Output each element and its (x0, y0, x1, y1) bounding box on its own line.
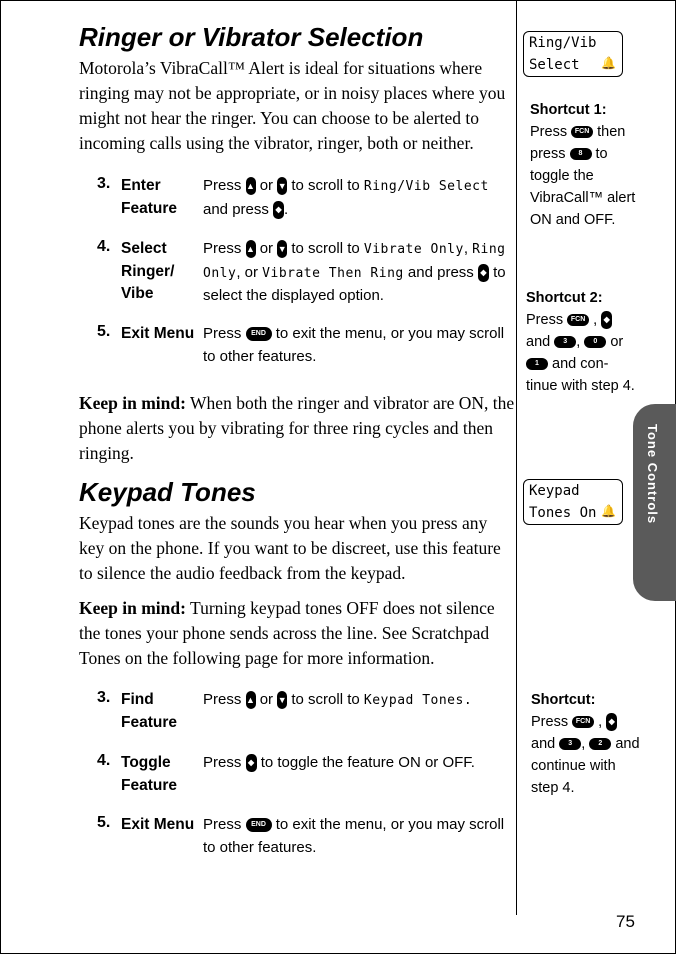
section-tab (633, 404, 676, 601)
step-text (203, 752, 508, 775)
display-text: Ring/Vib Select (363, 179, 489, 194)
bell-icon: 🔔 (601, 56, 616, 70)
lcd-display-ringvib (523, 31, 623, 77)
end-key-icon: END (246, 818, 272, 832)
step-label: Exit Menu (121, 325, 195, 342)
step-label: Enter Feature (121, 177, 177, 217)
text: Press (203, 177, 242, 194)
shortcut-title: Shortcut: (531, 692, 596, 708)
step-text (203, 689, 508, 713)
text: and (526, 334, 551, 350)
text: Press (203, 816, 242, 833)
text: and con- tinue with step 4. (526, 356, 635, 394)
fcn-key-icon: FCN (571, 126, 593, 138)
text: , or (236, 263, 258, 281)
key-3-icon: 3 (554, 336, 576, 348)
text: to exit the menu, or you may scroll to other features. (203, 816, 505, 856)
menu-key-icon: ◆ (246, 754, 257, 772)
step-number: 4. (97, 238, 111, 255)
bell-icon: 🔔 (601, 504, 616, 518)
down-key-icon: ▼ (277, 691, 287, 709)
fcn-key-icon: FCN (567, 314, 589, 326)
lcd-line-1: Ring/Vib (529, 35, 597, 51)
section-title-keypad: Keypad Tones (79, 477, 256, 507)
lcd-line-2: Tones On (529, 505, 597, 521)
text: Press (203, 240, 242, 257)
menu-key-icon: ◆ (606, 713, 617, 731)
step-text: Press ▲ or ▼ to scroll to Vibrate Only, Ring Only, or Vibrate Then Ring and press ◆ to select the displayed option. (203, 240, 506, 304)
page-number: 75 (616, 912, 635, 931)
text: or (610, 334, 624, 350)
text: to toggle the VibraCall™ alert ON and OFF. (530, 146, 636, 228)
step-label: Toggle Feature (121, 754, 177, 794)
lcd-display-keypad (523, 479, 623, 525)
keep-label: Keep in mind: (79, 598, 186, 618)
display-text: Keypad Tones. (363, 693, 473, 708)
text: Press (203, 754, 242, 771)
text: Press (526, 312, 564, 328)
text: then press (530, 124, 626, 162)
text: and press (407, 263, 474, 281)
text: Press (531, 714, 569, 730)
shortcut-title: Shortcut 2: (526, 290, 603, 306)
up-key-icon: ▲ (246, 240, 256, 258)
menu-key-icon: ◆ (273, 201, 284, 219)
text: Press (203, 325, 242, 342)
up-key-icon: ▲ (246, 691, 256, 709)
ringer-keep-in-mind (79, 391, 519, 466)
step-number: 3. (97, 175, 111, 192)
text: to scroll to (291, 240, 360, 257)
keep-label: Keep in mind: (79, 393, 186, 413)
down-key-icon: ▼ (277, 240, 287, 258)
step-label: Exit Menu (121, 816, 195, 833)
text: Press (203, 691, 242, 708)
text: and (531, 736, 556, 752)
section-tab-label: Tone Controls (645, 424, 660, 525)
step-number: 4. (97, 752, 111, 769)
shortcut-title: Shortcut 1: (530, 102, 607, 118)
keep-text: When both the ringer and vibrator are ON, the phone alerts you by vibrating for three ring cycles and then ringing. (79, 393, 515, 463)
step-text (203, 323, 508, 368)
section-title-ringer: Ringer or Vibrator Selection (79, 22, 424, 52)
key-0-icon: 0 (584, 336, 606, 348)
lcd-line-1: Keypad (529, 483, 580, 499)
text: and press (203, 200, 269, 218)
step-text (203, 814, 508, 859)
keypad-keep-in-mind (79, 596, 509, 671)
shortcut-3: Shortcut: Press FCN , ◆ and 3 , 2 and continue with step 4. (531, 689, 643, 799)
shortcut-1 (530, 99, 642, 231)
text: to scroll to (291, 691, 360, 708)
key-8-icon: 8 (570, 148, 592, 160)
key-2-icon: 2 (589, 738, 611, 750)
text: to exit the menu, or you may scroll to other features. (203, 325, 505, 365)
text: or (259, 240, 274, 257)
text: and continue with step 4. (531, 736, 640, 796)
ringer-intro: Motorola’s VibraCall™ Alert is ideal for situations where ringing may not be appropriate, or in noisy places where you might not hear the ringer. You can choose to be alerted to incoming calls using the vibrator, ringer, both or neither. (79, 58, 506, 153)
text: or (259, 177, 274, 194)
text: Press (530, 124, 568, 140)
text: to toggle the feature ON or OFF. (260, 754, 475, 771)
step-number: 5. (97, 323, 111, 340)
fcn-key-icon: FCN (572, 716, 594, 728)
step-label: Select Ringer/ Vibe (121, 240, 175, 302)
keypad-intro: Keypad tones are the sounds you hear when you press any key on the phone. If you want to be discreet, use this feature to silence the audio feedback from the keypad. (79, 513, 501, 583)
display-text: Vibrate Then Ring (262, 265, 404, 281)
keep-text: Turning keypad tones OFF does not silence the tones your phone sends across the line. See Scratchpad Tones on the following page for more information. (79, 598, 495, 668)
text: to scroll to (291, 177, 360, 194)
key-1-icon: 1 (526, 358, 548, 370)
up-key-icon: ▲ (246, 177, 256, 195)
step-text: Press ▲ or ▼ to scroll to Ring/Vib Select and press ◆ . (203, 177, 489, 218)
key-3-icon: 3 (559, 738, 581, 750)
down-key-icon: ▼ (277, 177, 287, 195)
step-number: 5. (97, 814, 111, 831)
text: to select the displayed option. (203, 263, 506, 304)
menu-key-icon: ◆ (601, 311, 612, 329)
step-label: Find Feature (121, 691, 177, 731)
end-key-icon: END (246, 327, 272, 341)
menu-key-icon: ◆ (478, 264, 489, 282)
step-number: 3. (97, 689, 111, 706)
display-text: Ring Only (203, 242, 506, 281)
shortcut-2: Shortcut 2: Press FCN , ◆ and 3 , 0 or 1 and con- tinue with step 4. (526, 287, 636, 397)
display-text: Vibrate Only (363, 242, 464, 257)
text: or (259, 691, 274, 708)
lcd-line-2: Select (529, 57, 580, 73)
